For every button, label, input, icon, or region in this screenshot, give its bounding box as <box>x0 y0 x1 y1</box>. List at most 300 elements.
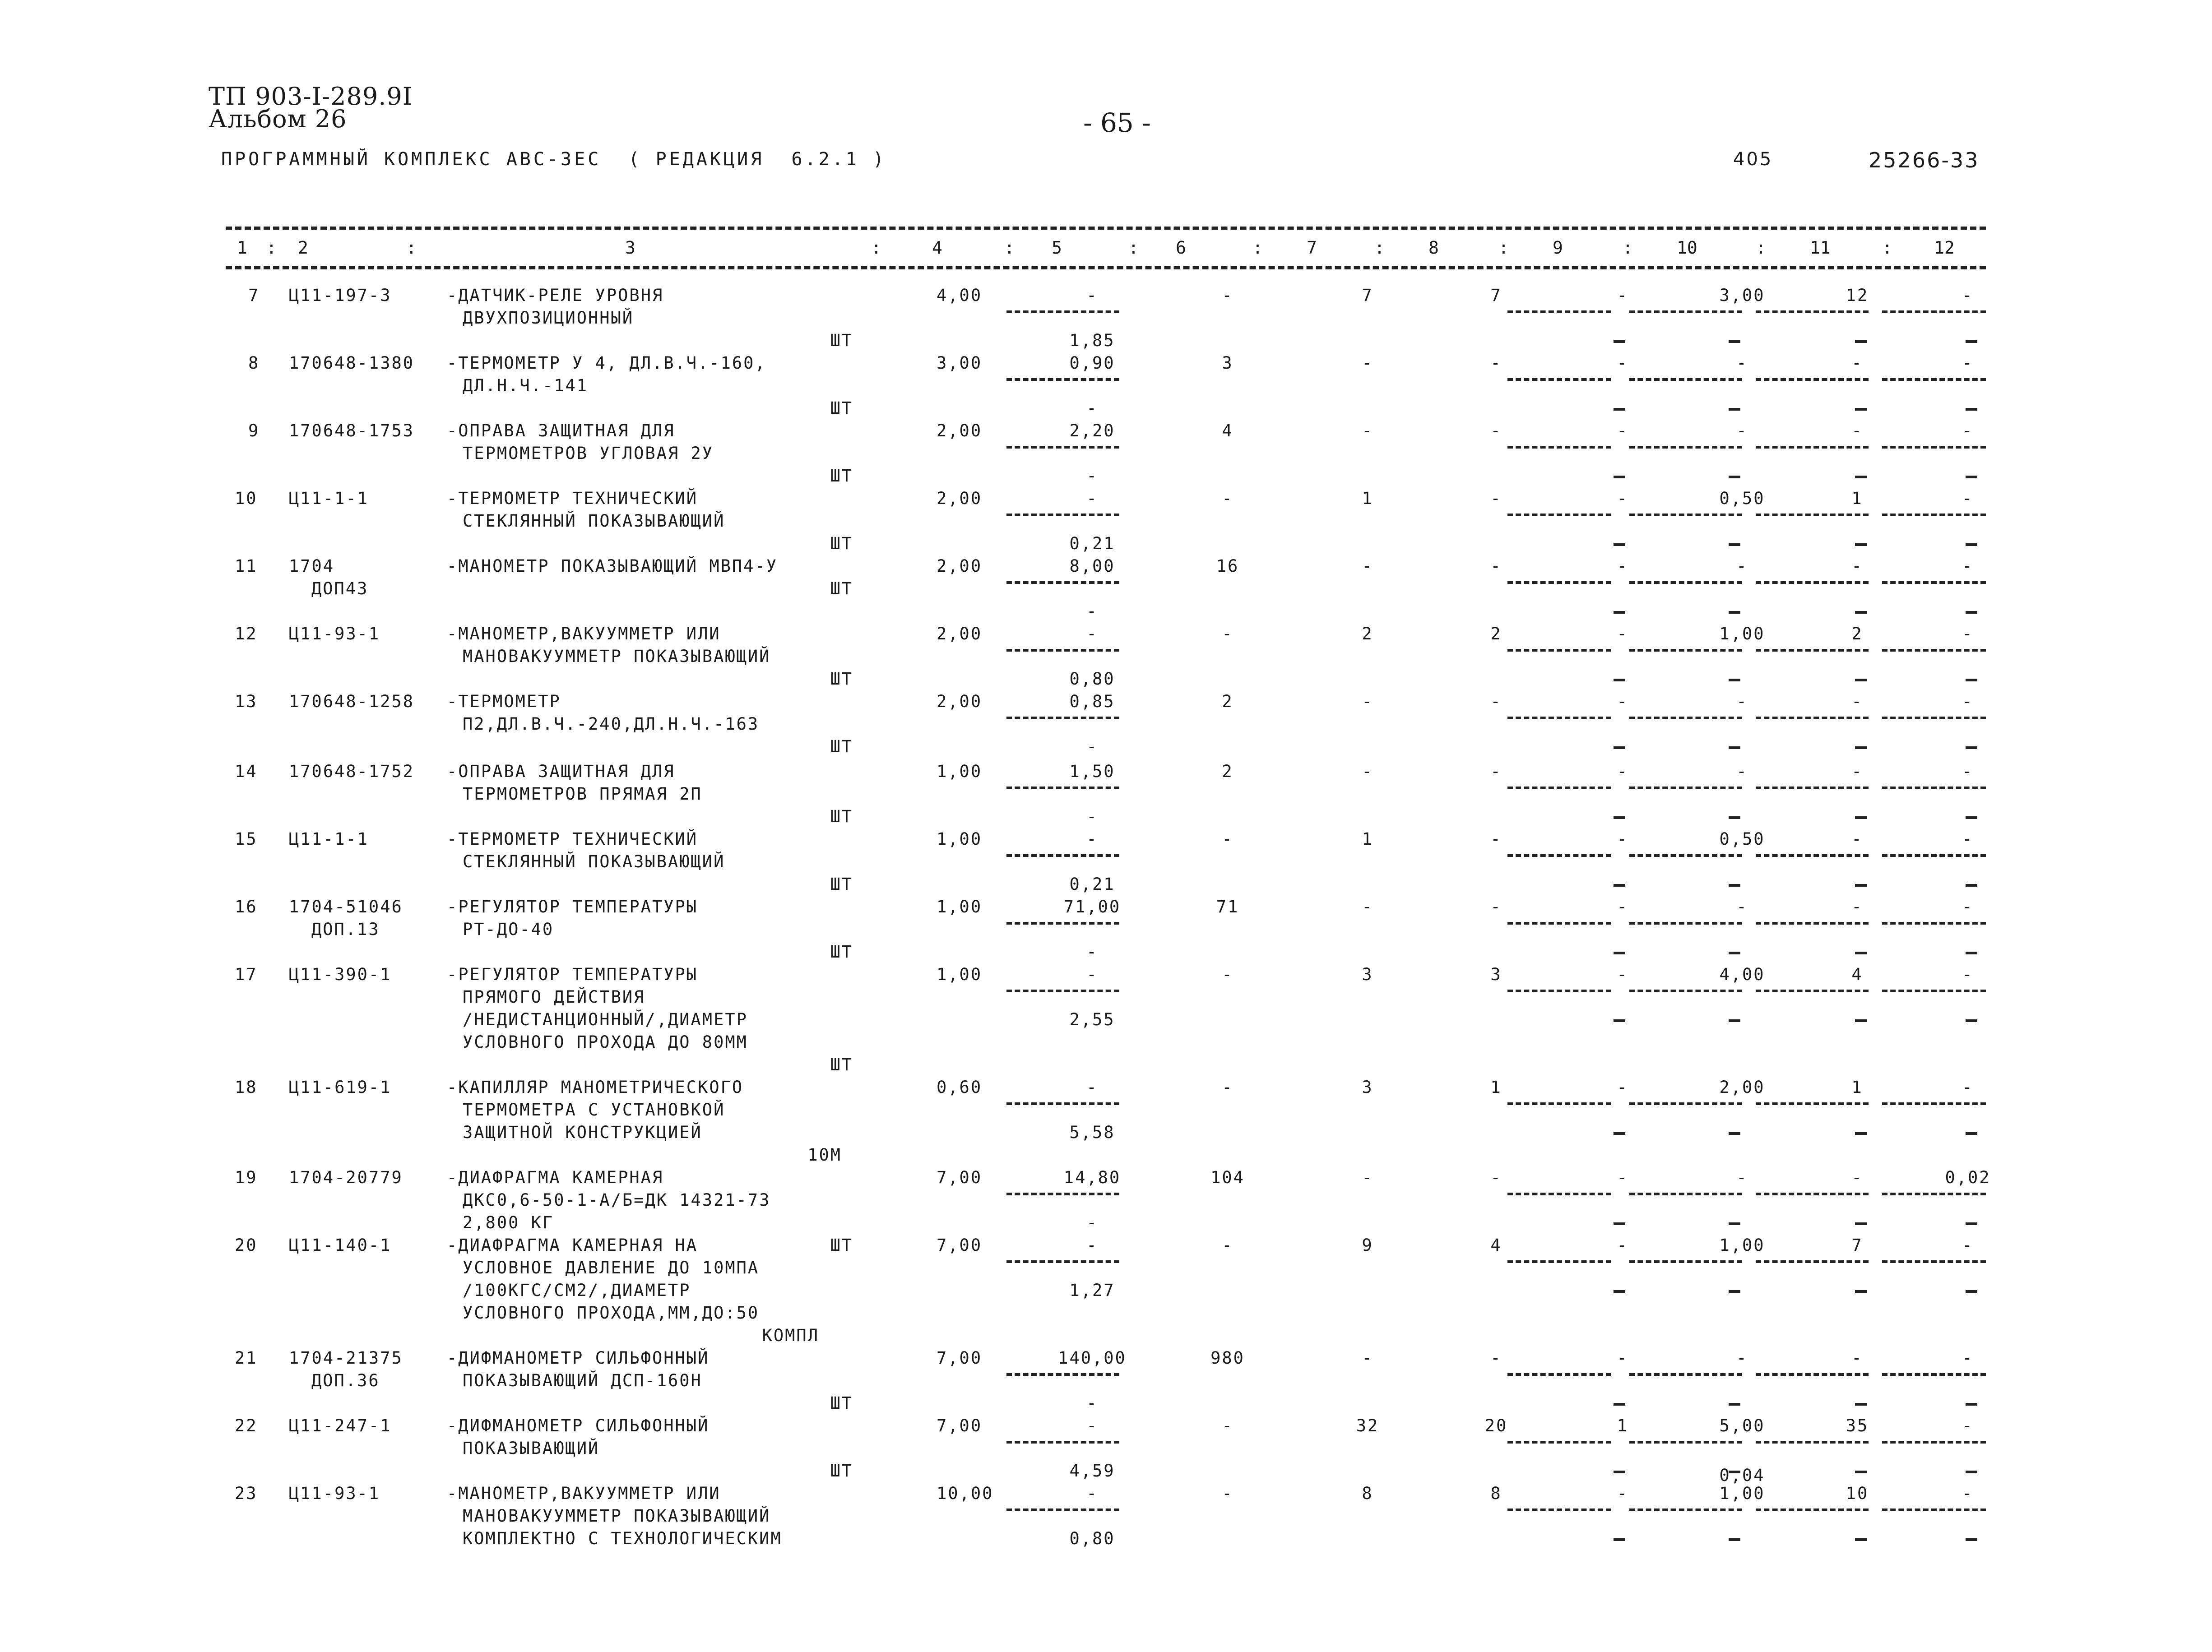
cell-underline <box>1629 1193 1742 1195</box>
col9-value: - <box>1617 1168 1628 1187</box>
total-cost-value: - <box>1222 1236 1234 1255</box>
labor-cost-value: 0,21 <box>1069 534 1115 553</box>
cell-underline <box>1507 922 1611 925</box>
col12-value: - <box>1962 1484 1974 1503</box>
row-number: 18 <box>235 1078 258 1097</box>
column-number-6: 6 <box>1176 238 1186 258</box>
col10-value: 3,00 <box>1719 286 1765 305</box>
cell-underline <box>1756 990 1869 992</box>
empty-value-dash <box>1855 1222 1867 1225</box>
col10-value: - <box>1736 1348 1748 1368</box>
cell-underline <box>1882 1373 1986 1376</box>
col9-value: - <box>1617 1236 1628 1255</box>
empty-value-dash <box>1855 1403 1867 1406</box>
total-cost-value: - <box>1222 286 1234 305</box>
column-number-8: 8 <box>1428 238 1439 258</box>
row-unit: ШТ <box>830 669 853 689</box>
col11-value: - <box>1851 1168 1863 1187</box>
empty-value-dash <box>1966 408 1977 411</box>
empty-value-dash <box>1966 1471 1977 1473</box>
row-code: Ц11-619-1 <box>289 1078 392 1097</box>
labor-cost-value: 0,21 <box>1069 875 1115 894</box>
row-unit: ШТ <box>830 875 853 894</box>
col7-value: - <box>1362 353 1373 373</box>
row-unit: ШТ <box>830 398 853 418</box>
empty-value-dash <box>1614 1290 1625 1293</box>
empty-value-dash <box>1614 1538 1625 1541</box>
col12-value: - <box>1962 897 1974 916</box>
col11-value: - <box>1851 897 1863 916</box>
column-separator: : <box>1756 238 1766 258</box>
cell-underline <box>1507 717 1611 719</box>
empty-value-dash <box>1729 408 1740 411</box>
cell-underline <box>1882 854 1986 857</box>
col9-value: - <box>1617 353 1628 373</box>
col10-value: 4,00 <box>1719 965 1765 984</box>
cell-underline <box>1882 1441 1986 1444</box>
page-number: - 65 - <box>1083 107 1151 138</box>
row-code: 170648-1753 <box>289 421 415 440</box>
col12-value: - <box>1962 1236 1974 1255</box>
col10-value: - <box>1736 353 1748 373</box>
column-number-1: 1 <box>237 238 247 258</box>
unit-cost-value: - <box>1086 624 1098 643</box>
col10-value: 1,00 <box>1719 1236 1765 1255</box>
labor-cost-value: - <box>1086 466 1098 486</box>
row-description-line: -РЕГУЛЯТОР ТЕМПЕРАТУРЫ <box>447 897 698 916</box>
cell-underline <box>1507 1373 1611 1376</box>
cell-underline <box>1756 1102 1869 1105</box>
row-description-line: ТЕРМОМЕТРОВ УГЛОВАЯ 2У <box>463 444 714 463</box>
column-separator: : <box>1252 238 1263 258</box>
empty-value-dash <box>1729 1290 1740 1293</box>
column-number-9: 9 <box>1553 238 1563 258</box>
row-description-line: -МАНОМЕТР ПОКАЗЫВАЮЩИЙ МВП4-У <box>447 556 778 576</box>
row-description-line: ДВУХПОЗИЦИОННЫЙ <box>463 308 634 328</box>
row-number: 20 <box>235 1236 258 1255</box>
cell-underline <box>1629 1509 1742 1511</box>
cell-underline <box>1629 787 1742 789</box>
cell-underline <box>1629 378 1742 381</box>
row-unit: ШТ <box>830 1461 853 1481</box>
row-description-line: ПРЯМОГО ДЕЙСТВИЯ <box>463 987 645 1007</box>
empty-value-dash <box>1729 952 1740 954</box>
cell-underline <box>1882 1193 1986 1195</box>
row-description-line: /100КГС/СМ2/,ДИАМЕТР <box>463 1281 691 1300</box>
row-code: Ц11-1-1 <box>289 489 369 508</box>
col12-value: - <box>1962 489 1974 508</box>
col12-value: - <box>1962 692 1974 711</box>
row-description-line: ТЕРМОМЕТРА С УСТАНОВКОЙ <box>463 1100 725 1120</box>
col11-value: - <box>1851 1348 1863 1368</box>
row-description-line: П2,ДЛ.В.Ч.-240,ДЛ.Н.Ч.-163 <box>463 714 760 734</box>
column-number-12: 12 <box>1934 238 1955 258</box>
row-description-line: ТЕРМОМЕТРОВ ПРЯМАЯ 2П <box>463 784 702 804</box>
cell-underline <box>1882 922 1986 925</box>
empty-value-dash <box>1855 1290 1867 1293</box>
labor-cost-value: 2,55 <box>1069 1010 1115 1029</box>
col8-value: - <box>1490 897 1502 916</box>
row-description-line: ДКС0,6-50-1-А/Б=ДК 14321-73 <box>463 1190 771 1210</box>
empty-value-dash <box>1729 746 1740 749</box>
cell-underline <box>1507 649 1611 652</box>
col8-value: 20 <box>1484 1416 1508 1435</box>
cell-underline <box>1507 378 1611 381</box>
unit-cost-value: 2,20 <box>1069 421 1115 440</box>
qty-value: 2,00 <box>937 489 983 508</box>
empty-value-dash <box>1966 1222 1977 1225</box>
col9-value: 1 <box>1617 1416 1628 1435</box>
col11-value: - <box>1851 762 1863 781</box>
row-description-line: УСЛОВНОГО ПРОХОДА ДО 80ММ <box>463 1032 748 1052</box>
col9-value: - <box>1617 421 1628 440</box>
cell-underline <box>1006 649 1119 652</box>
unit-cost-value: 1,50 <box>1069 762 1115 781</box>
row-unit: ШТ <box>830 331 853 350</box>
unit-cost-value: - <box>1086 1484 1098 1503</box>
row-code: 1704-21375 <box>289 1348 403 1368</box>
col12-value: - <box>1962 556 1974 576</box>
col9-value: - <box>1617 556 1628 576</box>
column-number-4: 4 <box>932 238 942 258</box>
row-unit: ШТ <box>830 1236 853 1255</box>
empty-value-dash <box>1855 340 1867 343</box>
col7-value: 3 <box>1362 965 1373 984</box>
column-separator: : <box>266 238 277 258</box>
col9-value: - <box>1617 965 1628 984</box>
col10-sub-value: 0,04 <box>1719 1466 1765 1485</box>
unit-cost-value: 0,85 <box>1069 692 1115 711</box>
row-unit: ШТ <box>830 466 853 486</box>
col10-value: 1,00 <box>1719 624 1765 643</box>
cell-underline <box>1882 378 1986 381</box>
empty-value-dash <box>1855 1471 1867 1473</box>
cell-underline <box>1006 787 1119 789</box>
row-number: 8 <box>248 353 260 373</box>
col8-value: - <box>1490 556 1502 576</box>
row-description-line: -ДАТЧИК-РЕЛЕ УРОВНЯ <box>447 286 664 305</box>
total-cost-value: 16 <box>1216 556 1239 576</box>
empty-value-dash <box>1729 1403 1740 1406</box>
cell-underline <box>1629 514 1742 516</box>
row-unit: ШТ <box>830 807 853 826</box>
col11-value: - <box>1851 692 1863 711</box>
col7-value: - <box>1362 556 1373 576</box>
table-header-rule <box>226 266 1986 269</box>
row-unit: ШТ <box>830 1393 853 1413</box>
col7-value: 1 <box>1362 829 1373 849</box>
row-description-line: -МАНОМЕТР,ВАКУУММЕТР ИЛИ <box>447 1484 721 1503</box>
labor-cost-value: - <box>1086 1393 1098 1413</box>
total-cost-value: - <box>1222 1416 1234 1435</box>
empty-value-dash <box>1729 476 1740 478</box>
labor-cost-value: 4,59 <box>1069 1461 1115 1481</box>
empty-value-dash <box>1966 476 1977 478</box>
col12-value: 0,02 <box>1945 1168 1991 1187</box>
column-separator: : <box>1128 238 1139 258</box>
col12-value: - <box>1962 762 1974 781</box>
cell-underline <box>1006 854 1119 857</box>
qty-value: 2,00 <box>937 556 983 576</box>
empty-value-dash <box>1614 1132 1625 1135</box>
cell-underline <box>1756 717 1869 719</box>
col12-value: - <box>1962 421 1974 440</box>
cell-underline <box>1006 1509 1119 1511</box>
unit-cost-value: - <box>1086 1416 1098 1435</box>
empty-value-dash <box>1729 543 1740 546</box>
labor-cost-value: - <box>1086 398 1098 418</box>
cell-underline <box>1507 514 1611 516</box>
column-number-5: 5 <box>1052 238 1062 258</box>
column-separator: : <box>1498 238 1509 258</box>
cell-underline <box>1882 514 1986 516</box>
row-description-line: -КАПИЛЛЯР МАНОМЕТРИЧЕСКОГО <box>447 1078 744 1097</box>
unit-cost-value: 8,00 <box>1069 556 1115 576</box>
col7-value: 7 <box>1362 286 1373 305</box>
total-cost-value: - <box>1222 1484 1234 1503</box>
row-unit: ШТ <box>830 942 853 962</box>
col7-value: - <box>1362 692 1373 711</box>
empty-value-dash <box>1729 884 1740 887</box>
cell-underline <box>1507 1260 1611 1263</box>
cell-underline <box>1629 854 1742 857</box>
empty-value-dash <box>1966 952 1977 954</box>
column-number-3: 3 <box>625 238 635 258</box>
cell-underline <box>1756 446 1869 449</box>
cell-underline <box>1507 990 1611 992</box>
cell-underline <box>1006 1193 1119 1195</box>
row-description-line: -ДИАФРАГМА КАМЕРНАЯ <box>447 1168 664 1187</box>
row-description-line: -ТЕРМОМЕТР <box>447 692 561 711</box>
total-cost-value: 2 <box>1222 762 1234 781</box>
doc-code: ТП 903-I-289.9I <box>209 82 413 111</box>
col7-value: 8 <box>1362 1484 1373 1503</box>
row-description-line: ДЛ.Н.Ч.-141 <box>463 376 589 395</box>
row-unit: ШТ <box>830 1055 853 1074</box>
qty-value: 4,00 <box>937 286 983 305</box>
row-description-line: 2,800 КГ <box>463 1213 554 1232</box>
cell-underline <box>1756 922 1869 925</box>
empty-value-dash <box>1966 1290 1977 1293</box>
cell-underline <box>1507 1193 1611 1195</box>
empty-value-dash <box>1614 816 1625 819</box>
col8-value: - <box>1490 1348 1502 1368</box>
empty-value-dash <box>1614 679 1625 681</box>
row-number: 16 <box>235 897 258 916</box>
cell-underline <box>1006 581 1119 584</box>
row-description-line: ПОКАЗЫВАЮЩИЙ ДСП-160Н <box>463 1371 702 1390</box>
col9-value: - <box>1617 624 1628 643</box>
row-description-line: МАНОВАКУУММЕТР ПОКАЗЫВАЮЩИЙ <box>463 647 771 666</box>
labor-cost-value: - <box>1086 1213 1098 1232</box>
labor-cost-value: - <box>1086 942 1098 962</box>
row-code: Ц11-140-1 <box>289 1236 392 1255</box>
cell-underline <box>1629 717 1742 719</box>
col11-value: - <box>1851 421 1863 440</box>
cell-underline <box>1006 1102 1119 1105</box>
cell-underline <box>1882 446 1986 449</box>
row-number: 9 <box>248 421 260 440</box>
cell-underline <box>1629 1102 1742 1105</box>
cell-underline <box>1882 581 1986 584</box>
empty-value-dash <box>1614 1222 1625 1225</box>
total-cost-value: 980 <box>1210 1348 1245 1368</box>
empty-value-dash <box>1614 1403 1625 1406</box>
col8-value: 2 <box>1490 624 1502 643</box>
empty-value-dash <box>1729 1019 1740 1022</box>
row-unit: ШТ <box>830 579 853 598</box>
empty-value-dash <box>1966 1019 1977 1022</box>
total-cost-value: - <box>1222 624 1234 643</box>
col8-value: - <box>1490 421 1502 440</box>
cell-underline <box>1756 581 1869 584</box>
row-number: 10 <box>235 489 258 508</box>
unit-cost-value: - <box>1086 1236 1098 1255</box>
empty-value-dash <box>1855 952 1867 954</box>
empty-value-dash <box>1855 1019 1867 1022</box>
row-code: Ц11-390-1 <box>289 965 392 984</box>
total-cost-value: 104 <box>1210 1168 1245 1187</box>
row-code: 170648-1752 <box>289 762 415 781</box>
cell-underline <box>1507 581 1611 584</box>
empty-value-dash <box>1729 340 1740 343</box>
empty-value-dash <box>1729 611 1740 614</box>
col7-value: - <box>1362 762 1373 781</box>
unit-cost-value: 71,00 <box>1063 897 1121 916</box>
col7-value: 9 <box>1362 1236 1373 1255</box>
cell-underline <box>1507 787 1611 789</box>
labor-cost-value: 1,27 <box>1069 1281 1115 1300</box>
col10-value: 0,50 <box>1719 489 1765 508</box>
labor-cost-value: - <box>1086 737 1098 756</box>
cell-underline <box>1882 1509 1986 1511</box>
col12-value: - <box>1962 965 1974 984</box>
qty-value: 2,00 <box>937 624 983 643</box>
row-description-line: -МАНОМЕТР,ВАКУУММЕТР ИЛИ <box>447 624 721 643</box>
col9-value: - <box>1617 1348 1628 1368</box>
empty-value-dash <box>1966 543 1977 546</box>
total-cost-value: - <box>1222 489 1234 508</box>
col7-value: - <box>1362 421 1373 440</box>
cell-underline <box>1756 514 1869 516</box>
cell-underline <box>1629 1260 1742 1263</box>
cell-underline <box>1006 446 1119 449</box>
row-description-line: СТЕКЛЯННЫЙ ПОКАЗЫВАЮЩИЙ <box>463 511 725 531</box>
col8-value: - <box>1490 762 1502 781</box>
col12-value: - <box>1962 829 1974 849</box>
column-separator: : <box>1623 238 1633 258</box>
row-unit: ШТ <box>830 534 853 553</box>
col10-value: 2,00 <box>1719 1078 1765 1097</box>
cell-underline <box>1629 922 1742 925</box>
empty-value-dash <box>1855 884 1867 887</box>
empty-value-dash <box>1855 543 1867 546</box>
column-separator: : <box>1882 238 1892 258</box>
row-description-line: ЗАЩИТНОЙ КОНСТРУКЦИЕЙ <box>463 1123 702 1142</box>
empty-value-dash <box>1729 1538 1740 1541</box>
col12-value: - <box>1962 1078 1974 1097</box>
total-cost-value: - <box>1222 829 1234 849</box>
cell-underline <box>1882 649 1986 652</box>
col8-value: - <box>1490 692 1502 711</box>
cell-underline <box>1756 787 1869 789</box>
row-code: Ц11-93-1 <box>289 624 380 643</box>
row-description-line: -ТЕРМОМЕТР У 4, ДЛ.В.Ч.-160, <box>447 353 766 373</box>
cell-underline <box>1006 717 1119 719</box>
row-code: 1704-20779 <box>289 1168 403 1187</box>
cell-underline <box>1006 990 1119 992</box>
cell-underline <box>1507 310 1611 313</box>
cell-underline <box>1006 922 1119 925</box>
col11-value: 35 <box>1846 1416 1869 1435</box>
cell-underline <box>1629 581 1742 584</box>
row-unit: 10М <box>807 1145 842 1165</box>
col10-value: 5,00 <box>1719 1416 1765 1435</box>
col12-value: - <box>1962 353 1974 373</box>
qty-value: 10,00 <box>937 1484 994 1503</box>
row-code: Ц11-1-1 <box>289 829 369 849</box>
qty-value: 1,00 <box>937 965 983 984</box>
qty-value: 2,00 <box>937 692 983 711</box>
col12-value: - <box>1962 286 1974 305</box>
column-number-7: 7 <box>1307 238 1317 258</box>
column-separator: : <box>871 238 881 258</box>
empty-value-dash <box>1614 746 1625 749</box>
row-description-line: КОМПЛЕКТНО С ТЕХНОЛОГИЧЕСКИМ <box>463 1529 782 1548</box>
row-number: 23 <box>235 1484 258 1503</box>
col10-value: - <box>1736 762 1748 781</box>
row-code: Ц11-93-1 <box>289 1484 380 1503</box>
unit-cost-value: - <box>1086 489 1098 508</box>
cell-underline <box>1756 1509 1869 1511</box>
row-description-line: УСЛОВНОЕ ДАВЛЕНИЕ ДО 10МПА <box>463 1258 760 1277</box>
cell-underline <box>1756 649 1869 652</box>
cell-underline <box>1882 787 1986 789</box>
unit-cost-value: - <box>1086 286 1098 305</box>
empty-value-dash <box>1614 952 1625 954</box>
total-cost-value: - <box>1222 1078 1234 1097</box>
col8-value: - <box>1490 1168 1502 1187</box>
col10-value: 0,50 <box>1719 829 1765 849</box>
qty-value: 1,00 <box>937 762 983 781</box>
row-number: 15 <box>235 829 258 849</box>
total-cost-value: 4 <box>1222 421 1234 440</box>
empty-value-dash <box>1855 611 1867 614</box>
row-description-line: -ДИАФРАГМА КАМЕРНАЯ НА <box>447 1236 698 1255</box>
row-code: Ц11-197-3 <box>289 286 392 305</box>
row-description-line: -ТЕРМОМЕТР ТЕХНИЧЕСКИЙ <box>447 489 698 508</box>
row-code: 1704-51046 <box>289 897 403 916</box>
empty-value-dash <box>1614 476 1625 478</box>
row-code: 1704 <box>289 556 335 576</box>
empty-value-dash <box>1614 1471 1625 1473</box>
col10-value: - <box>1736 897 1748 916</box>
column-separator: : <box>406 238 417 258</box>
col10-value: 1,00 <box>1719 1484 1765 1503</box>
unit-cost-value: - <box>1086 1078 1098 1097</box>
empty-value-dash <box>1729 1222 1740 1225</box>
sheet-code: 405 <box>1733 149 1773 170</box>
qty-value: 7,00 <box>937 1236 983 1255</box>
album-label: Альбом 26 <box>209 105 347 133</box>
col11-value: 1 <box>1851 1078 1863 1097</box>
cell-underline <box>1006 378 1119 381</box>
cell-underline <box>1507 1509 1611 1511</box>
empty-value-dash <box>1855 1538 1867 1541</box>
col9-value: - <box>1617 286 1628 305</box>
empty-value-dash <box>1966 1403 1977 1406</box>
empty-value-dash <box>1855 679 1867 681</box>
